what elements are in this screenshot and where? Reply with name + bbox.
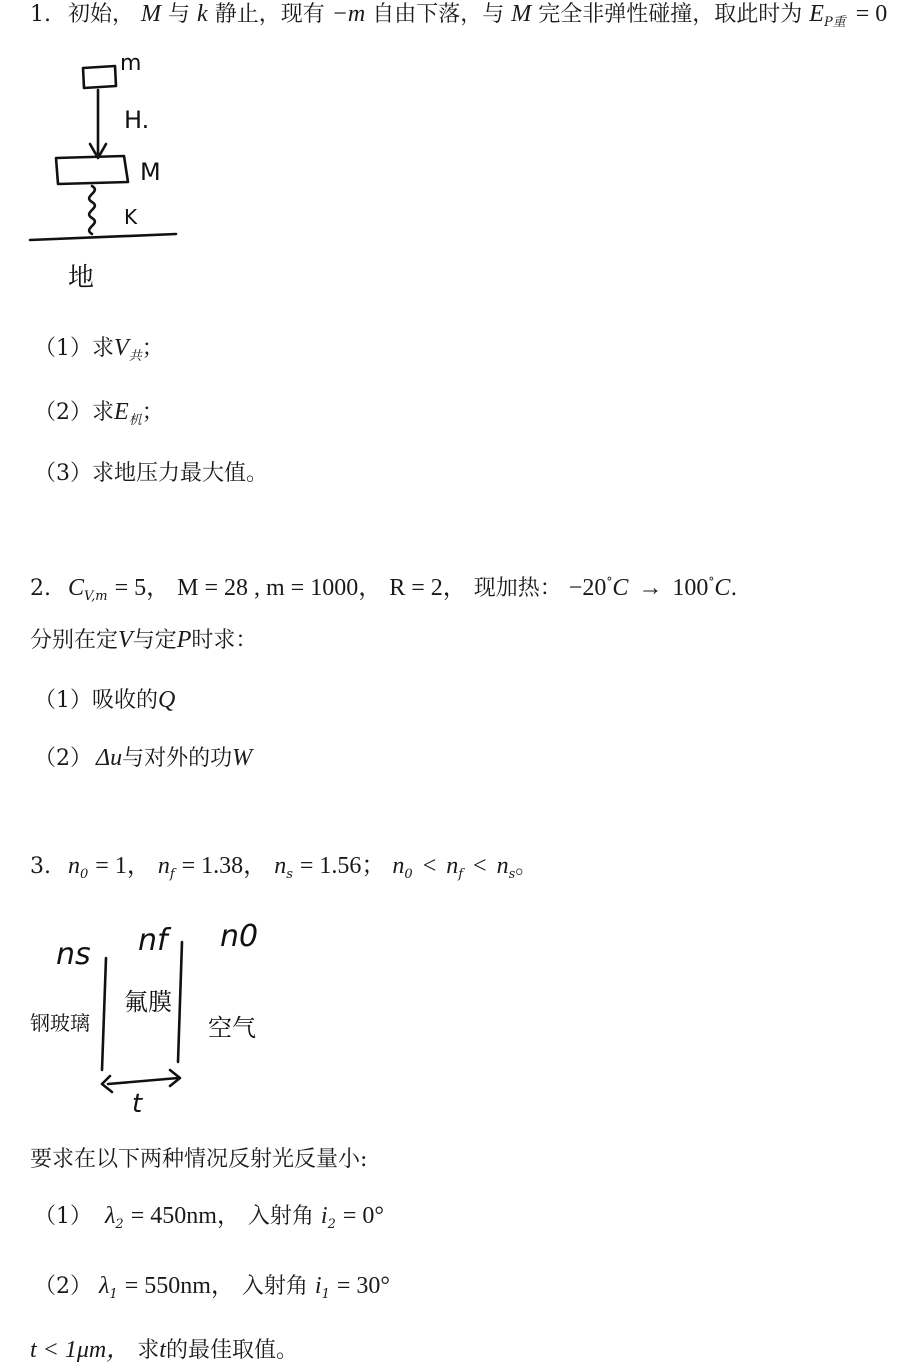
problem3-statement: 3. $n_0 = 1$， $n_f = 1.38$， $n_s = 1.56$； $n_0 < n_f < n_s$。 [30, 853, 538, 882]
label-ground: 地 [68, 263, 95, 293]
label-nf: nf [138, 923, 168, 958]
problem2-statement: 2. $C_{V,m} = 5$， M = 28 , m = 1000， R = 2， 现加热： −20°C → 100°C. [30, 575, 738, 604]
problem-number: 2. [30, 576, 51, 601]
problem1-q3: （3）求地压力最大值。 [34, 461, 269, 486]
film-layer-sketch [28, 920, 288, 1120]
label-M: M [140, 158, 161, 186]
big-block [56, 156, 128, 184]
label-ns: ns [56, 937, 91, 972]
problem3-case2: （2） $\lambda_1 = 550nm$， 入射角 $i_1 = 30^\circ$ [34, 1273, 390, 1302]
ground-line [30, 234, 176, 240]
problem-number: 3. [30, 854, 51, 879]
label-k: K [124, 205, 138, 229]
label-glass: 钢玻璃 [30, 1011, 90, 1035]
spring [89, 186, 95, 234]
drop-arrow [90, 90, 106, 158]
label-air: 空气 [208, 1014, 256, 1042]
problem1-q1: （1）求$V_共$； [34, 335, 164, 364]
label-m: m [120, 51, 142, 76]
label-n0: n0 [220, 920, 259, 954]
left-interface [102, 958, 106, 1070]
label-t: t [132, 1089, 143, 1119]
right-interface [178, 942, 182, 1062]
problem-number: 1. [30, 2, 51, 27]
problem3-final: t < 1μm， 求t的最佳取值。 [30, 1337, 298, 1363]
problem2-q1: （1）吸收的Q [34, 687, 176, 713]
problem2-condition: 分别在定V与定P时求： [30, 627, 258, 653]
problem1-q2: （2）求$E_机$； [34, 399, 164, 428]
problem2-q2: （2） Δu与对外的功W [34, 745, 253, 771]
problem3-case1: （1） $\lambda_2 = 450nm$， 入射角 $i_2 = 0^\circ$ [34, 1203, 384, 1232]
spring-mass-sketch [20, 48, 220, 308]
problem3-requirement: 要求在以下两种情况反射光反量小: [30, 1147, 368, 1172]
problem1-statement: 1. 初始， M 与 k 静止，现有 −m 自由下落，与 M 完全非弹性碰撞，取此时为 $E_{P重} = 0$ [30, 1, 888, 30]
small-block [83, 66, 116, 88]
label-film: 氟膜 [124, 988, 172, 1016]
label-H: H. [124, 106, 150, 134]
